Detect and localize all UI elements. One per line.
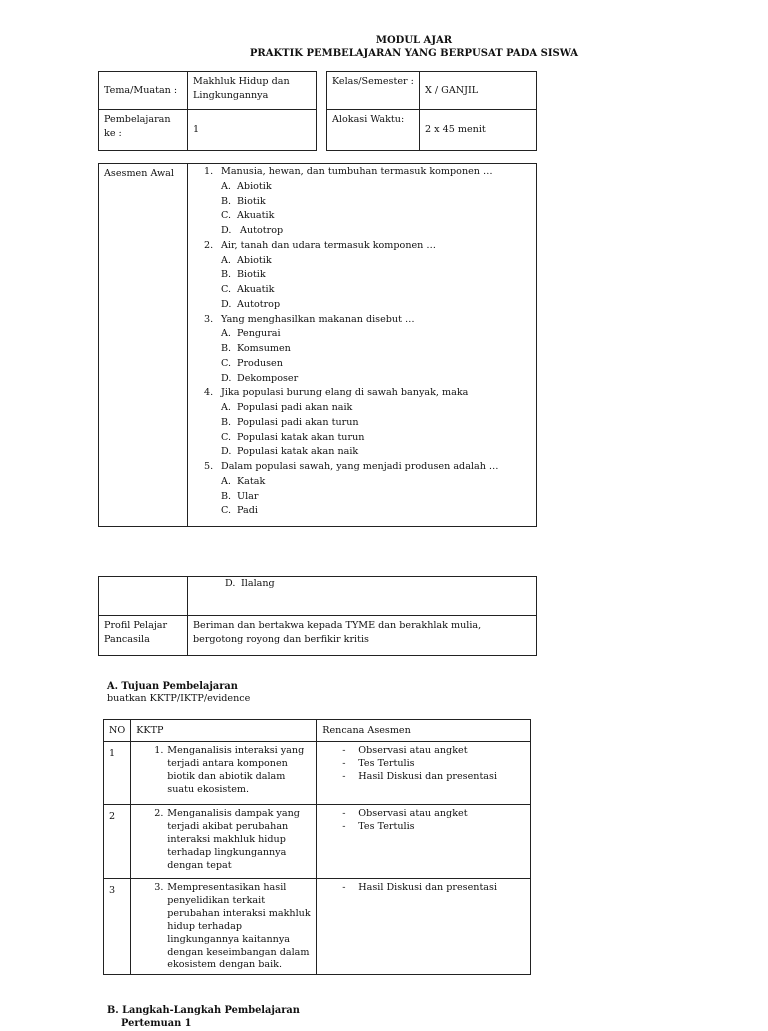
option-list: [221, 254, 531, 313]
option-text: Akuatik: [237, 284, 275, 295]
row-rencana: [317, 805, 531, 879]
question-item: [204, 239, 531, 313]
option-letter: A.: [221, 328, 231, 340]
option-item: [221, 195, 531, 210]
option-item: [221, 504, 531, 519]
header-no: NO: [104, 720, 131, 742]
option-text: Produsen: [237, 357, 283, 369]
tema-value: Makhluk Hidup dan Lingkungannya: [188, 72, 317, 110]
option-text: Populasi padi akan turun: [237, 416, 359, 428]
asesmen-table: [98, 163, 537, 527]
option-item: [221, 209, 531, 224]
kelas-label: Kelas/Semester :: [327, 72, 420, 110]
rencana-item: [342, 757, 525, 771]
kktp-number: 1.: [154, 745, 164, 756]
kktp-number: 2.: [154, 808, 164, 819]
continued-option-text: Ilalang: [241, 578, 275, 589]
question-number: 4.: [204, 387, 214, 399]
section-a-title: A. Tujuan Pembelajaran: [107, 681, 238, 692]
option-item: [221, 416, 531, 431]
option-item: [221, 224, 531, 239]
question-number: 3.: [204, 313, 214, 325]
option-text: Pengurai: [237, 328, 281, 340]
option-text: Dekomposer: [237, 372, 299, 384]
pembelajaran-label: Pembelajaran ke :: [99, 110, 188, 151]
option-letter: C.: [221, 210, 232, 222]
option-item: [221, 327, 531, 342]
option-letter: D.: [221, 298, 232, 310]
section-b-title: B. Langkah-Langkah Pembelajaran: [107, 1005, 300, 1016]
asesmen-questions: [188, 164, 537, 527]
info-table-left: [98, 71, 317, 151]
rencana-item: [342, 745, 525, 758]
option-text: Abiotik: [237, 180, 272, 192]
asesmen-label: Asesmen Awal: [99, 164, 188, 527]
tujuan-table: [103, 719, 531, 975]
kktp-text: Menganalisis interaksi yang terjadi antara komponen biotik dan abiotik dalam suatu ekosistem.: [167, 745, 305, 795]
question-item: [204, 460, 531, 519]
rencana-item: [342, 882, 525, 895]
option-item: [221, 490, 531, 505]
option-item: [221, 298, 531, 313]
rencana-item: [342, 808, 525, 821]
option-letter: B.: [221, 195, 232, 207]
header-rencana: Rencana Asesmen: [317, 720, 531, 742]
dash-marker: -: [342, 745, 346, 756]
question-list: [193, 165, 531, 519]
option-letter: D.: [221, 372, 232, 384]
row-kktp: [131, 879, 317, 975]
tema-label: Tema/Muatan :: [99, 72, 188, 110]
row-no: 2: [104, 805, 131, 879]
option-item: [221, 342, 531, 357]
option-text: Abiotik: [237, 254, 272, 266]
info-table-right: [326, 71, 537, 151]
kelas-value: X / GANJIL: [420, 72, 537, 110]
option-text: Akuatik: [237, 210, 275, 222]
option-item: [221, 268, 531, 283]
option-text: Padi: [237, 505, 258, 517]
question-number: 2.: [204, 239, 214, 251]
continued-option-letter: D.: [225, 578, 236, 589]
option-letter: A.: [221, 402, 231, 413]
kktp-item: [136, 808, 311, 873]
rencana-list: [322, 808, 525, 834]
option-text: Populasi padi akan naik: [237, 402, 353, 413]
alokasi-value: 2 x 45 menit: [420, 110, 537, 151]
option-letter: A.: [221, 475, 231, 487]
dash-marker: -: [342, 882, 346, 893]
profil-value: Beriman dan bertakwa kepada TYME dan berakhlak mulia, bergotong royong dan berfikir kritis: [188, 616, 537, 656]
profil-label: Profil Pelajar Pancasila: [99, 616, 188, 656]
option-list: [221, 401, 531, 460]
option-text: Biotik: [237, 195, 266, 207]
rencana-text: Observasi atau angket: [358, 808, 468, 819]
option-letter: C.: [221, 431, 232, 443]
table-row: [104, 805, 531, 879]
option-letter: B.: [221, 490, 232, 502]
option-letter: D.: [221, 225, 232, 236]
option-item: [221, 445, 531, 460]
rencana-text: Tes Tertulis: [358, 820, 415, 832]
option-item: [221, 180, 531, 195]
row-kktp: [131, 742, 317, 805]
option-item: [221, 357, 531, 372]
asesmen-continued-table: [98, 576, 537, 656]
row-rencana: [317, 879, 531, 975]
row-no: 1: [104, 742, 131, 805]
option-text: Populasi katak akan naik: [237, 446, 359, 458]
question-item: [204, 165, 531, 239]
empty-cell: [99, 577, 188, 616]
dash-marker: -: [342, 770, 346, 782]
option-letter: B.: [221, 416, 232, 428]
question-item: [204, 386, 531, 460]
dash-marker: -: [342, 757, 346, 769]
rencana-list: [322, 882, 525, 895]
option-text: Populasi katak akan turun: [237, 431, 365, 443]
option-letter: D.: [221, 446, 232, 458]
dash-marker: -: [342, 808, 346, 819]
option-letter: C.: [221, 505, 232, 517]
section-b-sub: Pertemuan 1: [121, 1018, 192, 1029]
option-list: [221, 475, 531, 519]
option-item: [221, 372, 531, 387]
option-text: Autotrop: [237, 298, 281, 310]
option-letter: A.: [221, 180, 231, 192]
continued-option: [193, 577, 531, 591]
question-item: [204, 313, 531, 387]
doc-subtitle: PRAKTIK PEMBELAJARAN YANG BERPUSAT PADA SISWA: [249, 48, 579, 59]
rencana-item: [342, 820, 525, 834]
alokasi-label: Alokasi Waktu:: [327, 110, 420, 151]
option-text: Ular: [237, 490, 259, 502]
option-item: [221, 401, 531, 416]
kktp-item: [136, 882, 311, 972]
option-item: [221, 431, 531, 446]
table-row: [104, 879, 531, 975]
question-text: Air, tanah dan udara termasuk komponen …: [221, 239, 436, 251]
question-text: Yang menghasilkan makanan disebut …: [221, 313, 415, 325]
option-list: [221, 327, 531, 386]
option-text: Komsumen: [237, 343, 291, 354]
continued-option-cell: [188, 577, 537, 616]
rencana-text: Observasi atau angket: [358, 745, 468, 756]
rencana-item: [342, 770, 525, 784]
option-item: [221, 254, 531, 269]
row-kktp: [131, 805, 317, 879]
option-letter: B.: [221, 343, 232, 354]
section-a-subtitle: buatkan KKTP/IKTP/evidence: [107, 693, 251, 704]
question-number: 1.: [204, 166, 214, 177]
question-text: Jika populasi burung elang di sawah banyak, maka: [221, 387, 469, 399]
question-number: 5.: [204, 461, 214, 472]
option-letter: B.: [221, 269, 232, 281]
question-text: Dalam populasi sawah, yang menjadi produsen adalah …: [221, 461, 499, 472]
option-text: Autotrop: [237, 225, 284, 236]
question-text: Manusia, hewan, dan tumbuhan termasuk komponen …: [221, 166, 493, 177]
kktp-number: 3.: [154, 882, 164, 893]
rencana-text: Hasil Diskusi dan presentasi: [358, 882, 498, 893]
option-text: Katak: [237, 475, 266, 487]
option-item: [221, 283, 531, 298]
kktp-text: Menganalisis dampak yang terjadi akibat perubahan interaksi makhluk hidup terhadap lingkungannya dengan tepat: [167, 808, 300, 871]
option-item: [221, 475, 531, 490]
option-letter: C.: [221, 357, 232, 369]
option-letter: A.: [221, 254, 231, 266]
kktp-text: Mempresentasikan hasil penyelidikan terkait perubahan interaksi makhluk hidup terhadap lingkungannya kaitannya dengan keseimbangan dalam ekosistem dengan baik.: [167, 882, 311, 971]
option-text: Biotik: [237, 269, 266, 281]
pembelajaran-value: 1: [188, 110, 317, 151]
row-rencana: [317, 742, 531, 805]
option-list: [221, 180, 531, 239]
header-kktp: KKTP: [131, 720, 317, 742]
dash-marker: -: [342, 820, 346, 832]
option-letter: C.: [221, 284, 232, 295]
kktp-item: [136, 745, 311, 797]
table-row: [104, 742, 531, 805]
rencana-list: [322, 745, 525, 784]
rencana-text: Hasil Diskusi dan presentasi: [358, 770, 498, 782]
doc-title: MODUL AJAR: [375, 35, 453, 46]
rencana-text: Tes Tertulis: [358, 757, 415, 769]
row-no: 3: [104, 879, 131, 975]
